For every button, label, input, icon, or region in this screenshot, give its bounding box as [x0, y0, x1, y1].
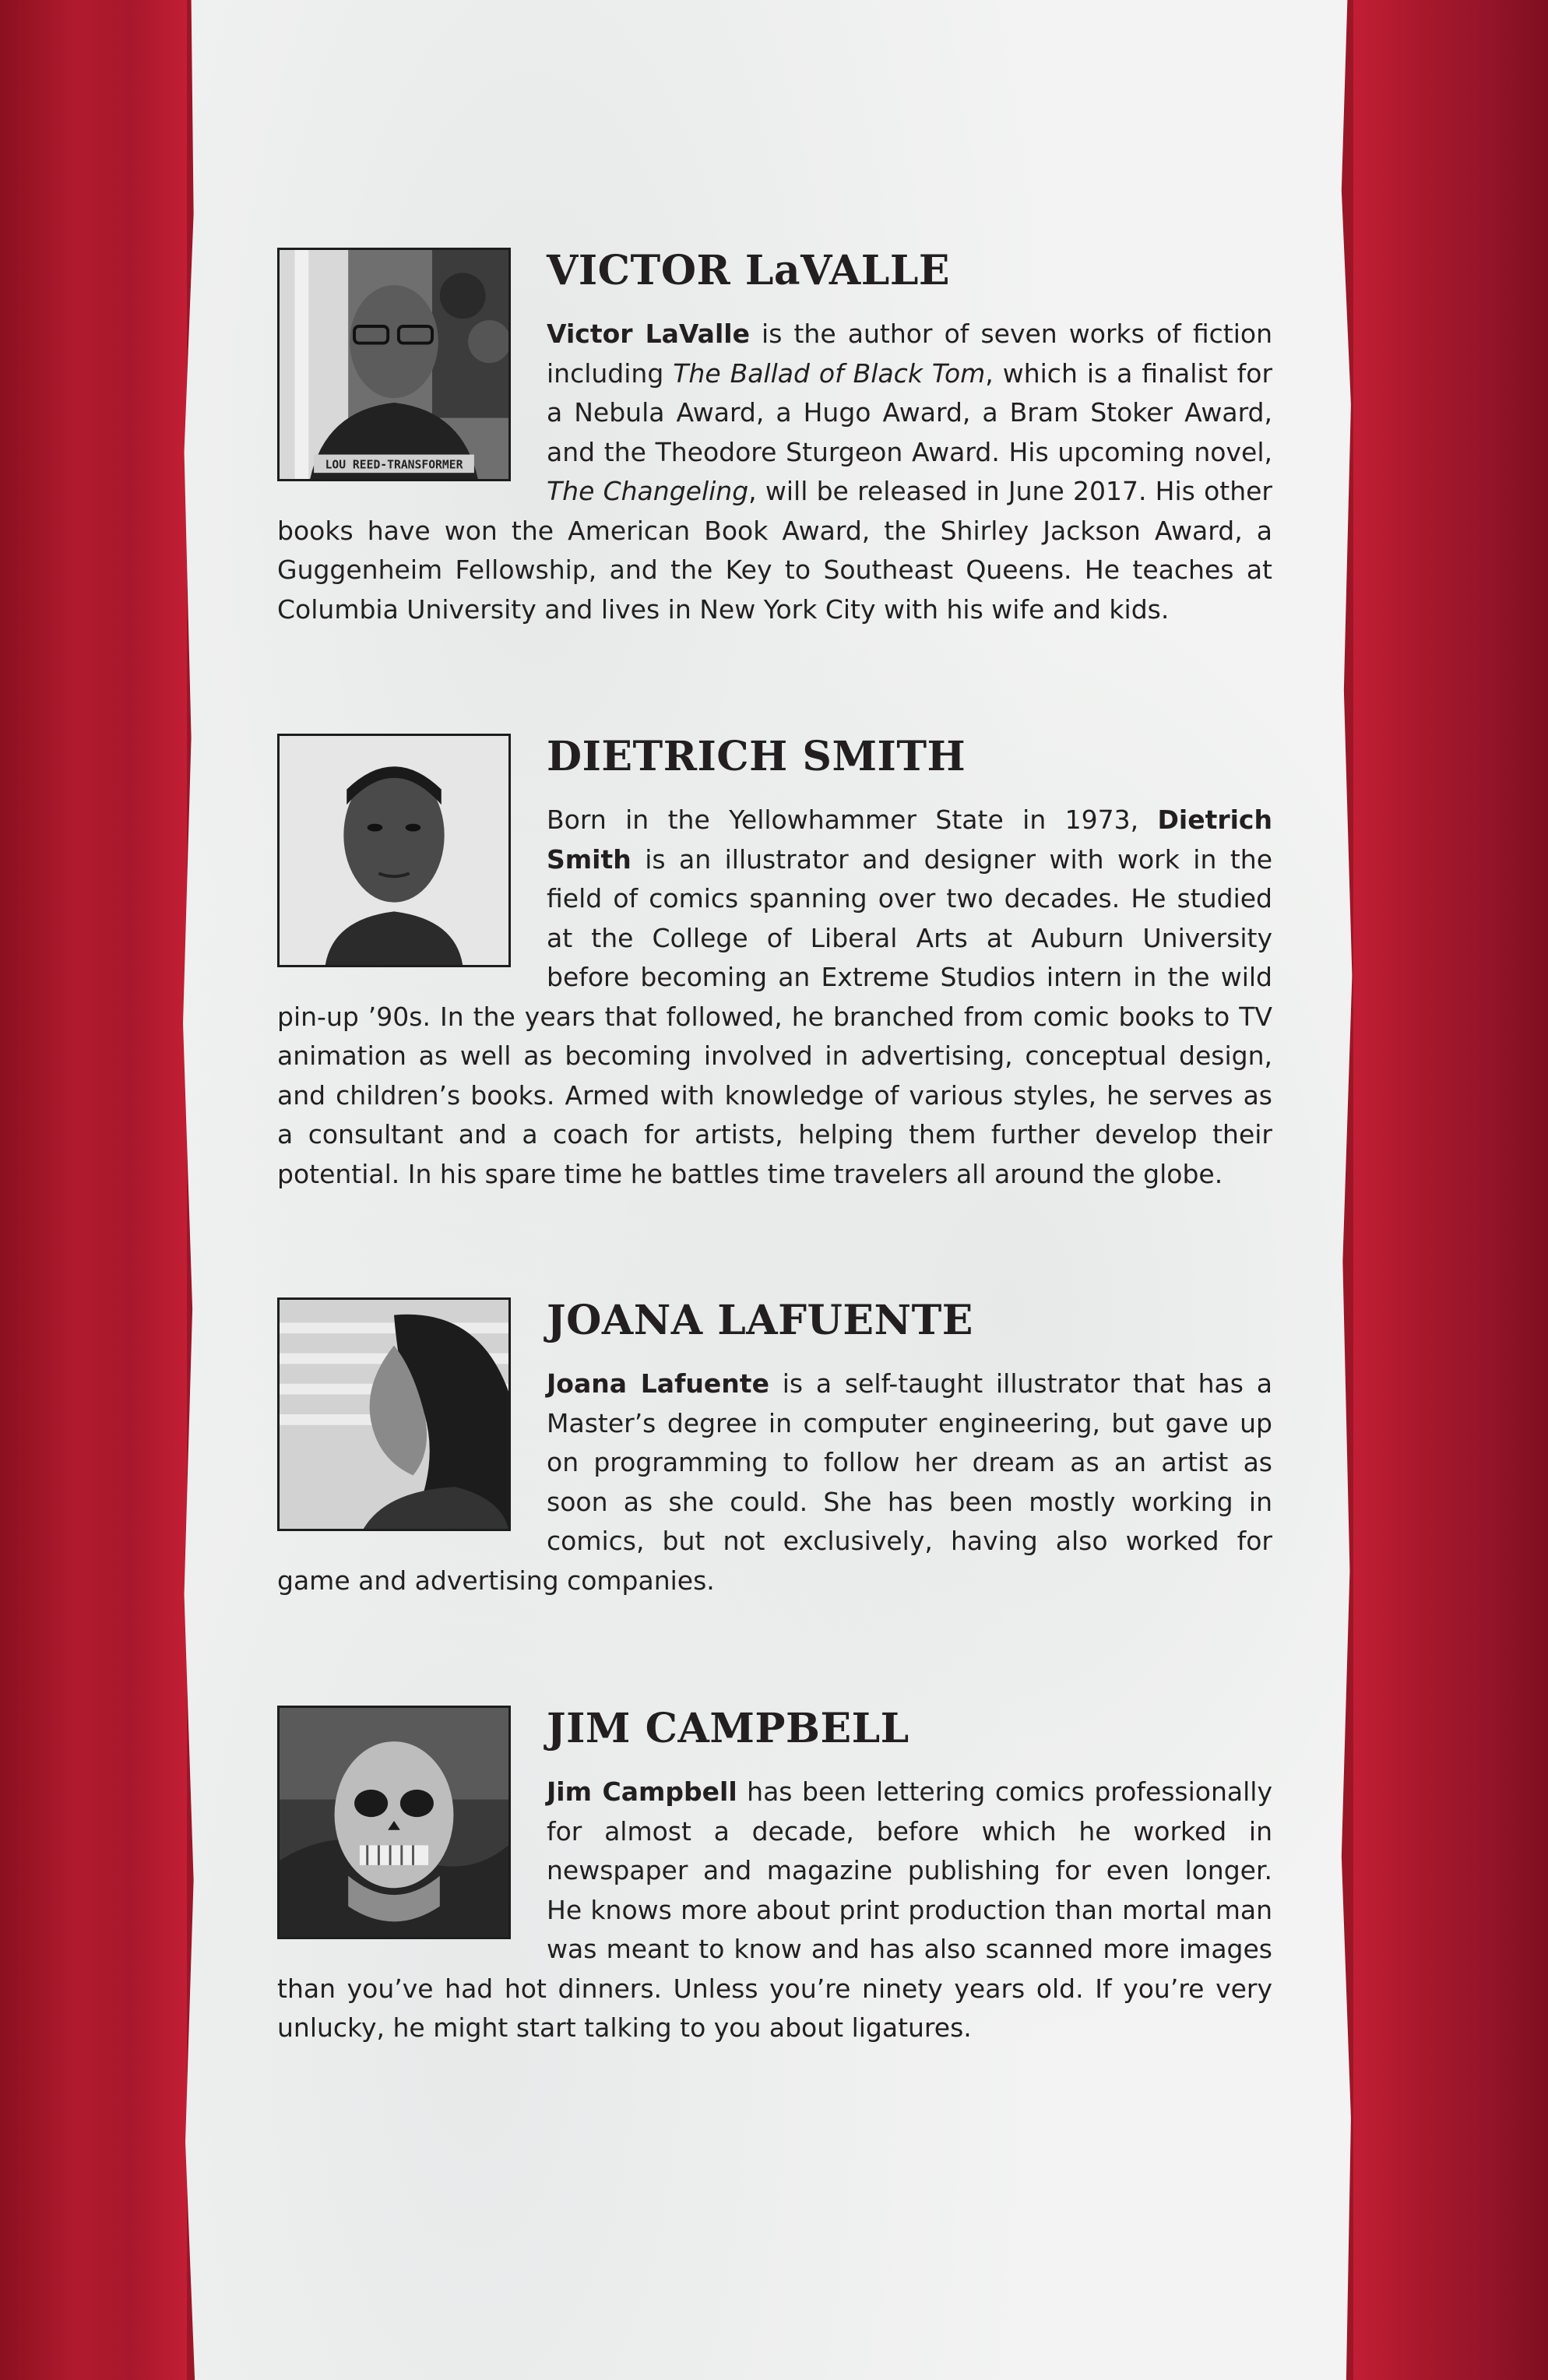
- author-photo: [277, 1297, 511, 1531]
- bio-dietrich-smith: [277, 734, 1272, 1194]
- portrait-image: [280, 1300, 508, 1529]
- bio-joana-lafuente: [277, 1297, 1272, 1600]
- book-title: The Ballad of Black Tom: [673, 357, 986, 389]
- author-photo: [277, 734, 511, 967]
- red-border-left: [0, 0, 187, 2380]
- author-name-bold: Joana Lafuente: [547, 1368, 769, 1399]
- author-photo: [277, 248, 511, 481]
- author-photo: [277, 1706, 511, 1939]
- portrait-image: [280, 1708, 508, 1937]
- author-name: VICTOR LaVALLE: [547, 247, 951, 294]
- author-name: DIETRICH SMITH: [547, 733, 966, 780]
- author-bio-text: Joana Lafuente is a self-taught illustrator that has a Master’s degree in computer engineering, but gave up on programming to follow her dream as an artist as soon as she could. She has been mostly working in comics, but not exclusively, having also worked for game and advertising companies.: [277, 1368, 1272, 1596]
- author-bio-text: Victor LaValle is the author of seven works of fiction including The Ballad of Black Tom, which is a finalist for a Nebula Award, a Hugo Award, a Bram Stoker Award, and the Theodore Sturgeon Award. His upcoming novel, The Changeling, will be released in June 2017. His other books have won the American Book Award, the Shirley Jackson Award, a Guggenheim Fellowship, and the Key to Southeast Queens. He teaches at Columbia University and lives in New York City with his wife and kids.: [277, 319, 1273, 625]
- portrait-image: [280, 736, 508, 965]
- bio-victor-lavalle: [277, 248, 1272, 629]
- author-name-bold: Jim Campbell: [547, 1776, 737, 1807]
- shirt-text: LOU REED-TRANSFORMER: [325, 458, 463, 472]
- bio-jim-campbell: [277, 1706, 1272, 2048]
- author-bio-text: Born in the Yellowhammer State in 1973, Dietrich Smith is an illustrator and designer with work in the field of comics spanning over two decades. He studied at the College of Liberal Arts at Auburn University before becoming an Extreme Studios intern in the wild pin-up ’90s. In the years that followed, he branched from comic books to TV animation as well as becoming involved in advertising, conceptual design, and children’s books. Armed with knowledge of various styles, he serves as a consultant and a coach for artists, helping them further develop their potential. In his spare time he battles time travelers all around the globe.: [277, 804, 1272, 1189]
- author-name: JOANA LAFUENTE: [547, 1297, 973, 1344]
- portrait-image: [280, 250, 508, 479]
- book-title: The Changeling: [547, 476, 749, 506]
- author-bio-text: Jim Campbell has been lettering comics professionally for almost a decade, before which he worked in newspaper and magazine publishing for even longer. He knows more about print production than mortal man was meant to know and has also scanned more images than you’ve had hot dinners. Unless you’re ninety years old. If you’re very unlucky, he might start talking to you about ligatures.: [277, 1776, 1272, 2043]
- author-name-bold: Dietrich Smith: [547, 804, 1272, 875]
- author-name-bold: Victor LaValle: [547, 319, 750, 349]
- red-border-right: [1353, 0, 1548, 2380]
- author-name: JIM CAMPBELL: [547, 1705, 909, 1752]
